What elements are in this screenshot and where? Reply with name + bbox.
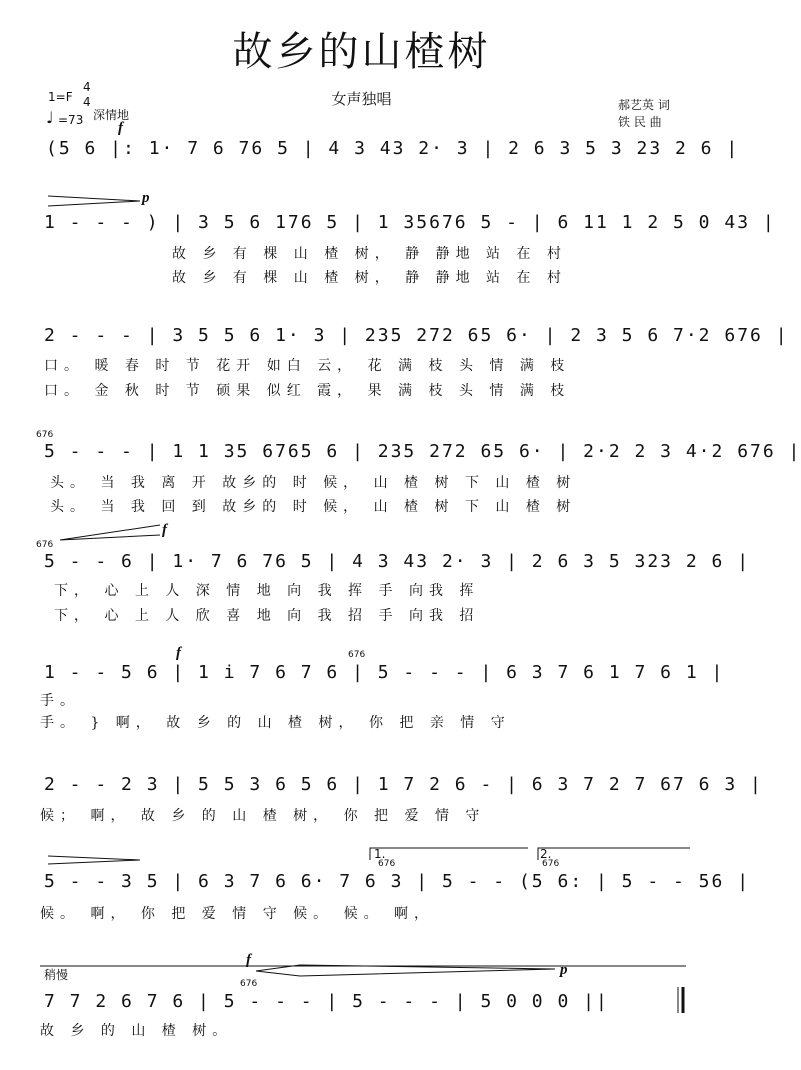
lyric-line-6a: 手。 — [40, 693, 80, 709]
meter-top: 4 — [83, 80, 91, 94]
notation-line-3: 2 - - - | 3 5 5 6 1· 3 | 235 272 65 6· | 2 3 5 6 7·2 676 | — [44, 325, 789, 346]
volta-1: 1. — [374, 847, 386, 861]
grace-note-4: 676 — [378, 859, 396, 869]
crescendo-hairpin — [60, 525, 160, 540]
key-signature: 1=F — [48, 90, 73, 104]
decrescendo-hairpin-3 — [300, 965, 555, 976]
lyric-line-6b: 手。 } 啊， 故 乡 的 山 楂 树， 你 把 亲 情 守 — [40, 715, 511, 731]
lyric-line-2b: 故 乡 有 棵 山 楂 树， 静 静地 站 在 村 — [172, 270, 567, 286]
grace-note-3: 676 — [348, 650, 366, 660]
lyric-line-5b: 下， 心 上 人 欣 喜 地 向 我 招 手 向我 招 — [54, 608, 480, 624]
volta-2: 2. — [540, 847, 552, 861]
decrescendo-hairpin-2 — [48, 856, 140, 864]
meter-bottom: 4 — [83, 95, 91, 109]
composer: 铁 民 曲 — [618, 115, 662, 129]
subtitle: 女声独唱 — [331, 90, 392, 108]
dynamic-forte-4: f — [246, 952, 251, 968]
expression-mark: 深情地 — [93, 108, 130, 122]
lyric-line-2a: 故 乡 有 棵 山 楂 树， 静 静地 站 在 村 — [172, 246, 567, 262]
slow-mark: 稍慢 — [44, 968, 69, 982]
grace-note-2: 676 — [36, 540, 54, 550]
lyric-line-3a: 口。 暖 春 时 节 花开 如白 云， 花 满 枝 头 情 满 枝 — [44, 358, 571, 374]
tempo: =73 — [58, 113, 84, 127]
dynamic-piano-2: p — [560, 962, 568, 978]
dynamic-forte-3: f — [176, 645, 181, 661]
lyric-line-5a: 下， 心 上 人 深 情 地 向 我 挥 手 向我 挥 — [54, 583, 480, 599]
quarter-note-icon: ♩ — [46, 108, 54, 127]
grace-note: 676 — [36, 430, 54, 440]
page-title: 故乡的山楂树 — [232, 29, 491, 75]
notation-line-6: 1 - - 5 6 | 1 i 7 6 7 6 | 5 - - - | 6 3 7 6 1 7 6 1 | — [44, 662, 725, 683]
crescendo-hairpin-2 — [256, 965, 300, 976]
lyric-line-4b: 头。 当 我 回 到 故乡的 时 候， 山 楂 树 下 山 楂 树 — [50, 499, 577, 515]
notation-line-1: (5 6 |: 1· 7 6 76 5 | 4 3 43 2· 3 | 2 6 3 5 3 23 2 6 | — [46, 138, 740, 159]
volta-bracket-1 — [370, 848, 528, 860]
notation-line-5: 5 - - 6 | 1· 7 6 76 5 | 4 3 43 2· 3 | 2 6 3 5 323 2 6 | — [44, 551, 751, 572]
grace-note-6: 676 — [240, 979, 258, 989]
dynamic-piano: p — [142, 190, 150, 206]
lyric-line-8: 候。 啊， 你 把 爱 情 守 候。 候。 啊， — [40, 906, 435, 922]
notation-line-4: 5 - - - | 1 1 35 6765 6 | 235 272 65 6· | 2·2 2 3 4·2 676 | — [44, 441, 801, 462]
lyric-line-3b: 口。 金 秋 时 节 硕果 似红 霞， 果 满 枝 头 情 满 枝 — [44, 383, 571, 399]
lyric-line-7: 候； 啊， 故 乡 的 山 楂 树， 你 把 爱 情 守 — [40, 808, 486, 824]
notation-line-7: 2 - - 2 3 | 5 5 3 6 5 6 | 1 7 2 6 - | 6 3 7 2 7 67 6 3 | — [44, 774, 763, 795]
lyric-line-4a: 头。 当 我 离 开 故乡的 时 候， 山 楂 树 下 山 楂 树 — [50, 475, 577, 491]
grace-note-5: 676 — [542, 859, 560, 869]
volta-bracket-2 — [538, 848, 690, 860]
lyric-line-9: 故 乡 的 山 楂 树。 — [40, 1023, 233, 1039]
lyricist: 郝艺英 词 — [618, 98, 670, 112]
dynamic-forte-2: f — [162, 522, 167, 538]
notation-line-2: 1 - - - ) | 3 5 6 176 5 | 1 35676 5 - | 6 11 1 2 5 0 43 | — [44, 212, 776, 233]
decrescendo-hairpin — [48, 196, 140, 206]
notation-line-8: 5 - - 3 5 | 6 3 7 6 6· 7 6 3 | 5 - - (5 6: | 5 - - 56 | — [44, 871, 751, 892]
dynamic-forte: f — [118, 120, 123, 136]
notation-line-9: 7 7 2 6 7 6 | 5 - - - | 5 - - - | 5 0 0 0 || — [44, 991, 609, 1012]
